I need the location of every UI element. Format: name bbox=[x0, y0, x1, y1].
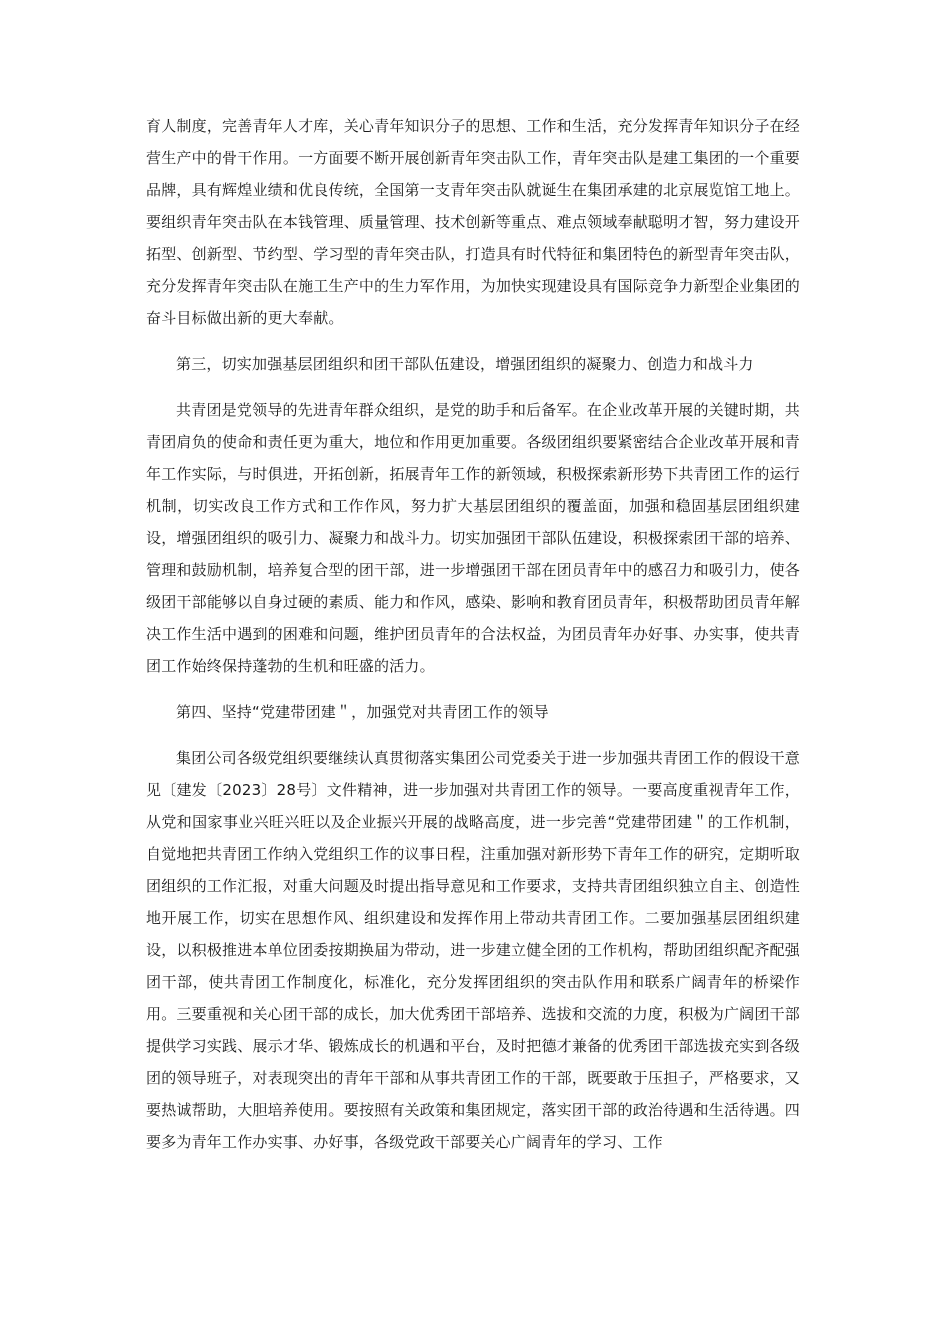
paragraph-gap bbox=[146, 380, 800, 394]
paragraph-youth-league: 共青团是党领导的先进青年群众组织，是党的助手和后备军。在企业改革开展的关键时期，共青团肩负的使命和责任更为重大，地位和作用更加重要。各级团组织要紧密结合企业改革开展和青年工作实际，与时俱进，开拓创新，拓展青年工作的新领域，积极探索新形势下共青团工作的运行机制，切实改良工作方式和工作作风，努力扩大基层团组织的覆盖面，加强和稳固基层团组织建设，增强团组织的吸引力、凝聚力和战斗力。切实加强团干部队伍建设，积极探索团干部的培养、管理和鼓励机制，培养复合型的团干部，进一步增强团干部在团员青年中的感召力和吸引力，使各级团干部能够以自身过硬的素质、能力和作风，感染、影响和教育团员青年，积极帮助团员青年解决工作生活中遇到的困难和问题，维护团员青年的合法权益，为团员青年办好事、办实事，使共青团工作始终保持蓬勃的生机和旺盛的活力。 bbox=[146, 401, 800, 675]
document-page bbox=[146, 110, 800, 1158]
paragraph-continuation: 育人制度，完善青年人才库，关心青年知识分子的思想、工作和生活，充分发挥青年知识分子在经营生产中的骨干作用。一方面要不断开展创新青年突击队工作，青年突击队是建工集团的一个重要品牌，具有辉煌业绩和优良传统，全国第一支青年突击队就诞生在集团承建的北京展览馆工地上。要组织青年突击队在本钱管理、质量管理、技术创新等重点、难点领域奉献聪明才智，努力建设开拓型、创新型、节约型、学习型的青年突击队，打造具有时代特征和集团特色的新型青年突击队，充分发挥青年突击队在施工生产中的生力军作用，为加快实现建设具有国际竞争力新型企业集团的奋斗目标做出新的更大奉献。 bbox=[146, 117, 800, 327]
paragraph-gap bbox=[146, 728, 800, 742]
paragraph-party-leadership: 集团公司各级党组织要继续认真贯彻落实集团公司党委关于进一步加强共青团工作的假设干意见〔建发〔2023〕28号〕文件精神，进一步加强对共青团工作的领导。一要高度重视青年工作，从党和国家事业兴旺兴旺以及企业振兴开展的战略高度，进一步完善“党建带团建＂的工作机制，自觉地把共青团工作纳入党组织工作的议事日程，注重加强对新形势下青年工作的研究，定期听取团组织的工作汇报，对重大问题及时提出指导意见和工作要求，支持共青团组织独立自主、创造性地开展工作，切实在思想作风、组织建设和发挥作用上带动共青团工作。二要加强基层团组织建设，以积极推进本单位团委按期换届为带动，进一步建立健全团的工作机构，帮助团组织配齐配强团干部，使共青团工作制度化，标准化，充分发挥团组织的突击队作用和联系广阔青年的桥梁作用。三要重视和关心团干部的成长，加大优秀团干部培养、选拔和交流的力度，积极为广阔团干部提供学习实践、展示才华、锻炼成长的机遇和平台，及时把德才兼备的优秀团干部选拔充实到各级团的领导班子，对表现突出的青年干部和从事共青团工作的干部，既要敢于压担子，严格要求，又要热诚帮助，大胆培养使用。要按照有关政策和集团规定，落实团干部的政治待遇和生活待遇。四要多为青年工作办实事、办好事，各级党政干部要关心广阔青年的学习、工作 bbox=[146, 749, 800, 1151]
section-heading-three: 第三，切实加强基层团组织和团干部队伍建设，增强团组织的凝聚力、创造力和战斗力 bbox=[176, 355, 754, 373]
section-heading-four: 第四、坚持“党建带团建＂，加强党对共青团工作的领导 bbox=[176, 703, 549, 721]
paragraph-gap bbox=[146, 682, 800, 696]
paragraph-gap bbox=[146, 334, 800, 348]
